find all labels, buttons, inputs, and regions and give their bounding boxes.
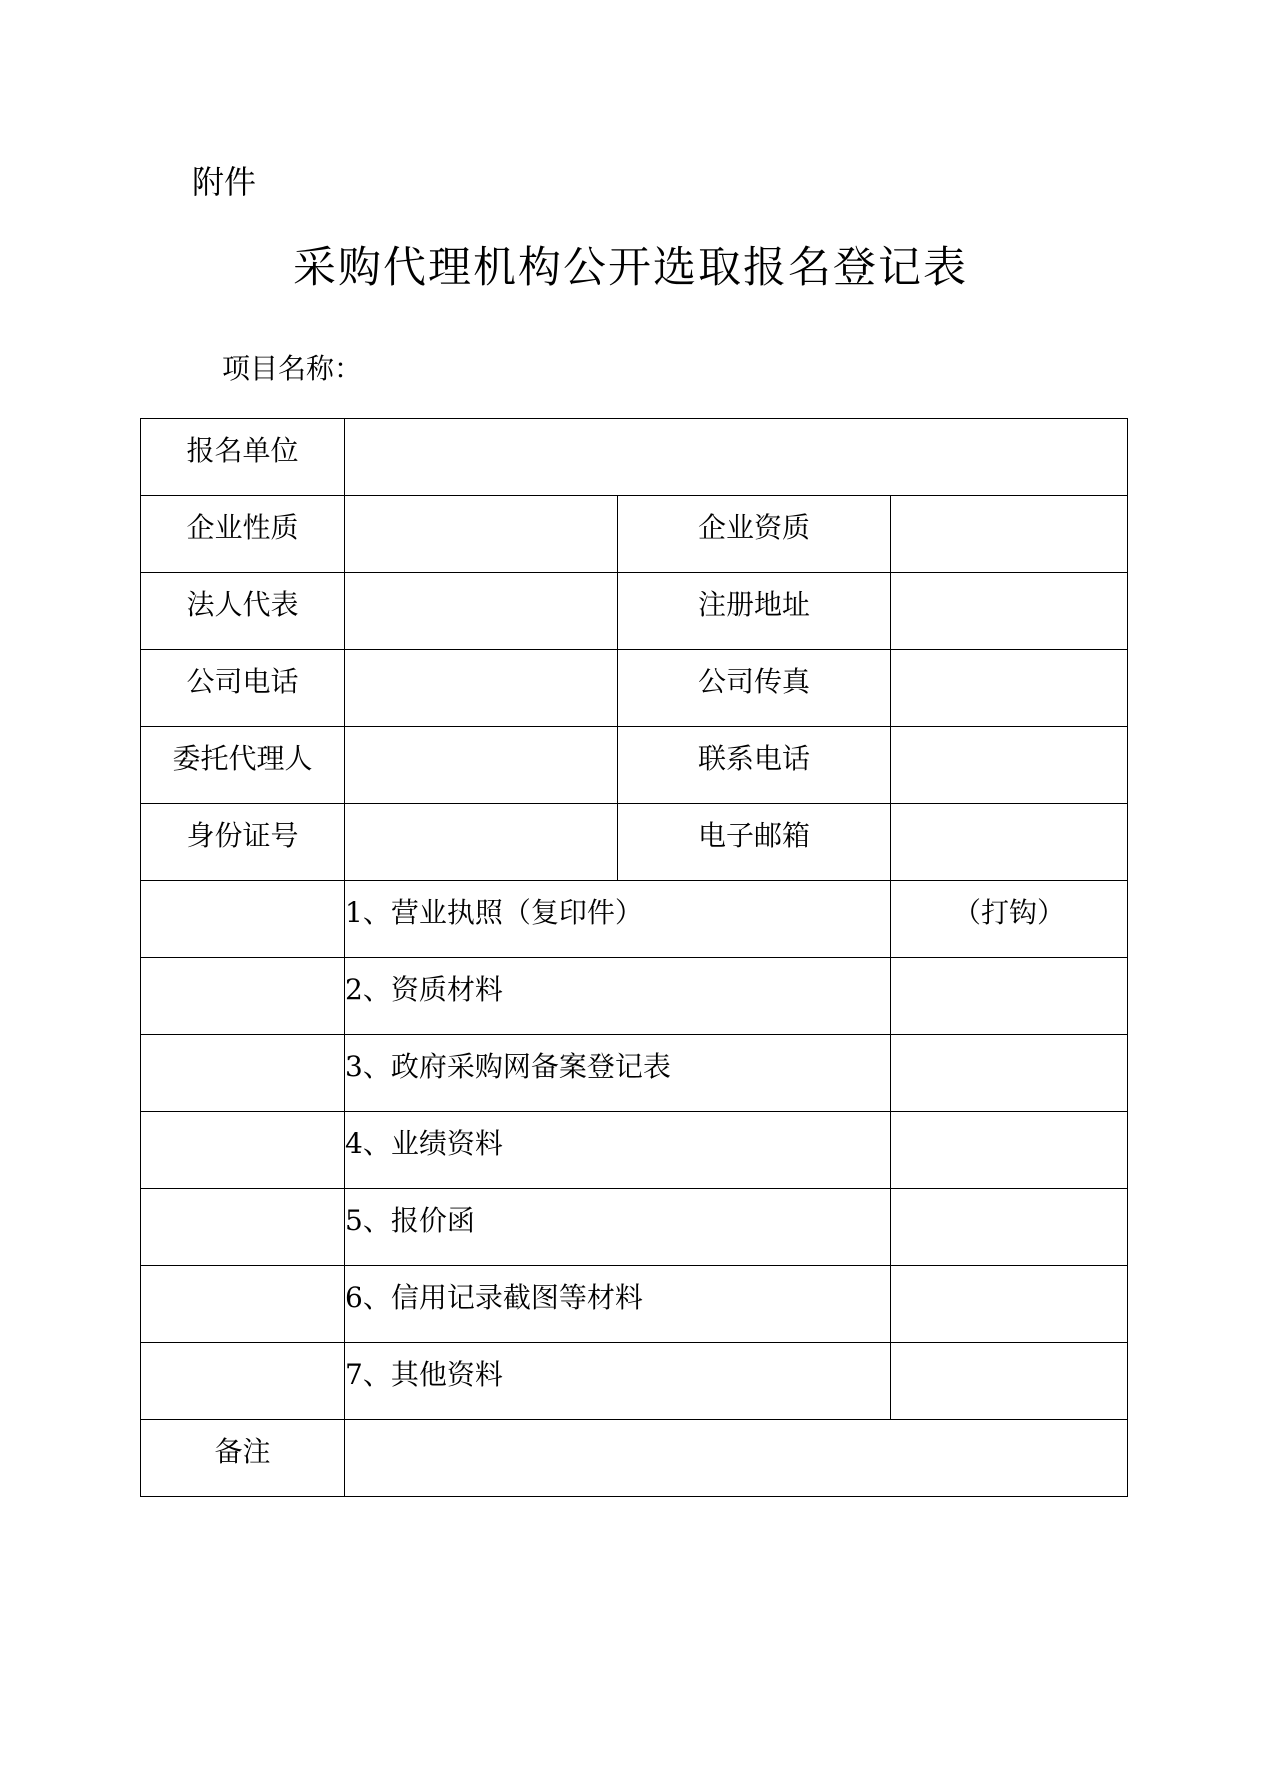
info-row: [141, 573, 1128, 650]
material-blank-cell: [141, 1343, 345, 1420]
material-item: 4、业绩资料: [345, 1112, 891, 1189]
registration-form-table: [140, 418, 1128, 1497]
material-blank-cell: [141, 881, 345, 958]
agent-label: 委托代理人: [141, 727, 345, 804]
applicant-label: 报名单位: [141, 419, 345, 496]
registered-address-label: 注册地址: [618, 573, 891, 650]
check-cell[interactable]: （打钩）: [891, 881, 1128, 958]
registered-address-field[interactable]: [891, 573, 1128, 650]
agent-field[interactable]: [345, 727, 618, 804]
material-item: 5、报价函: [345, 1189, 891, 1266]
attachment-label: 附件: [192, 163, 257, 201]
enterprise-qualification-field[interactable]: [891, 496, 1128, 573]
material-blank-cell: [141, 958, 345, 1035]
company-fax-label: 公司传真: [618, 650, 891, 727]
info-row: [141, 727, 1128, 804]
remarks-label: 备注: [141, 1420, 345, 1497]
page-title: 采购代理机构公开选取报名登记表: [293, 243, 968, 293]
enterprise-nature-label: 企业性质: [141, 496, 345, 573]
check-cell[interactable]: [891, 1035, 1128, 1112]
company-phone-field[interactable]: [345, 650, 618, 727]
material-row: [141, 881, 1128, 958]
applicant-field[interactable]: [345, 419, 1128, 496]
remarks-row: [141, 1420, 1128, 1497]
check-cell[interactable]: [891, 1112, 1128, 1189]
material-row: [141, 1189, 1128, 1266]
info-row: [141, 804, 1128, 881]
check-cell[interactable]: [891, 1189, 1128, 1266]
id-number-label: 身份证号: [141, 804, 345, 881]
enterprise-qualification-label: 企业资质: [618, 496, 891, 573]
material-row: [141, 1112, 1128, 1189]
company-fax-field[interactable]: [891, 650, 1128, 727]
project-name-label: 项目名称：: [222, 352, 363, 385]
material-blank-cell: [141, 1266, 345, 1343]
material-item: 2、资质材料: [345, 958, 891, 1035]
material-item: 3、政府采购网备案登记表: [345, 1035, 891, 1112]
material-row: [141, 958, 1128, 1035]
legal-representative-field[interactable]: [345, 573, 618, 650]
legal-representative-label: 法人代表: [141, 573, 345, 650]
contact-phone-label: 联系电话: [618, 727, 891, 804]
material-item: 1、营业执照（复印件）: [345, 881, 891, 958]
enterprise-nature-field[interactable]: [345, 496, 618, 573]
material-item: 7、其他资料: [345, 1343, 891, 1420]
id-number-field[interactable]: [345, 804, 618, 881]
applicant-row: [141, 419, 1128, 496]
contact-phone-field[interactable]: [891, 727, 1128, 804]
material-item: 6、信用记录截图等材料: [345, 1266, 891, 1343]
email-field[interactable]: [891, 804, 1128, 881]
info-row: [141, 650, 1128, 727]
material-blank-cell: [141, 1112, 345, 1189]
check-cell[interactable]: [891, 1343, 1128, 1420]
material-blank-cell: [141, 1035, 345, 1112]
info-row: [141, 496, 1128, 573]
material-row: [141, 1035, 1128, 1112]
remarks-field[interactable]: [345, 1420, 1128, 1497]
material-row: [141, 1343, 1128, 1420]
company-phone-label: 公司电话: [141, 650, 345, 727]
email-label: 电子邮箱: [618, 804, 891, 881]
check-cell[interactable]: [891, 1266, 1128, 1343]
material-blank-cell: [141, 1189, 345, 1266]
material-row: [141, 1266, 1128, 1343]
check-cell[interactable]: [891, 958, 1128, 1035]
